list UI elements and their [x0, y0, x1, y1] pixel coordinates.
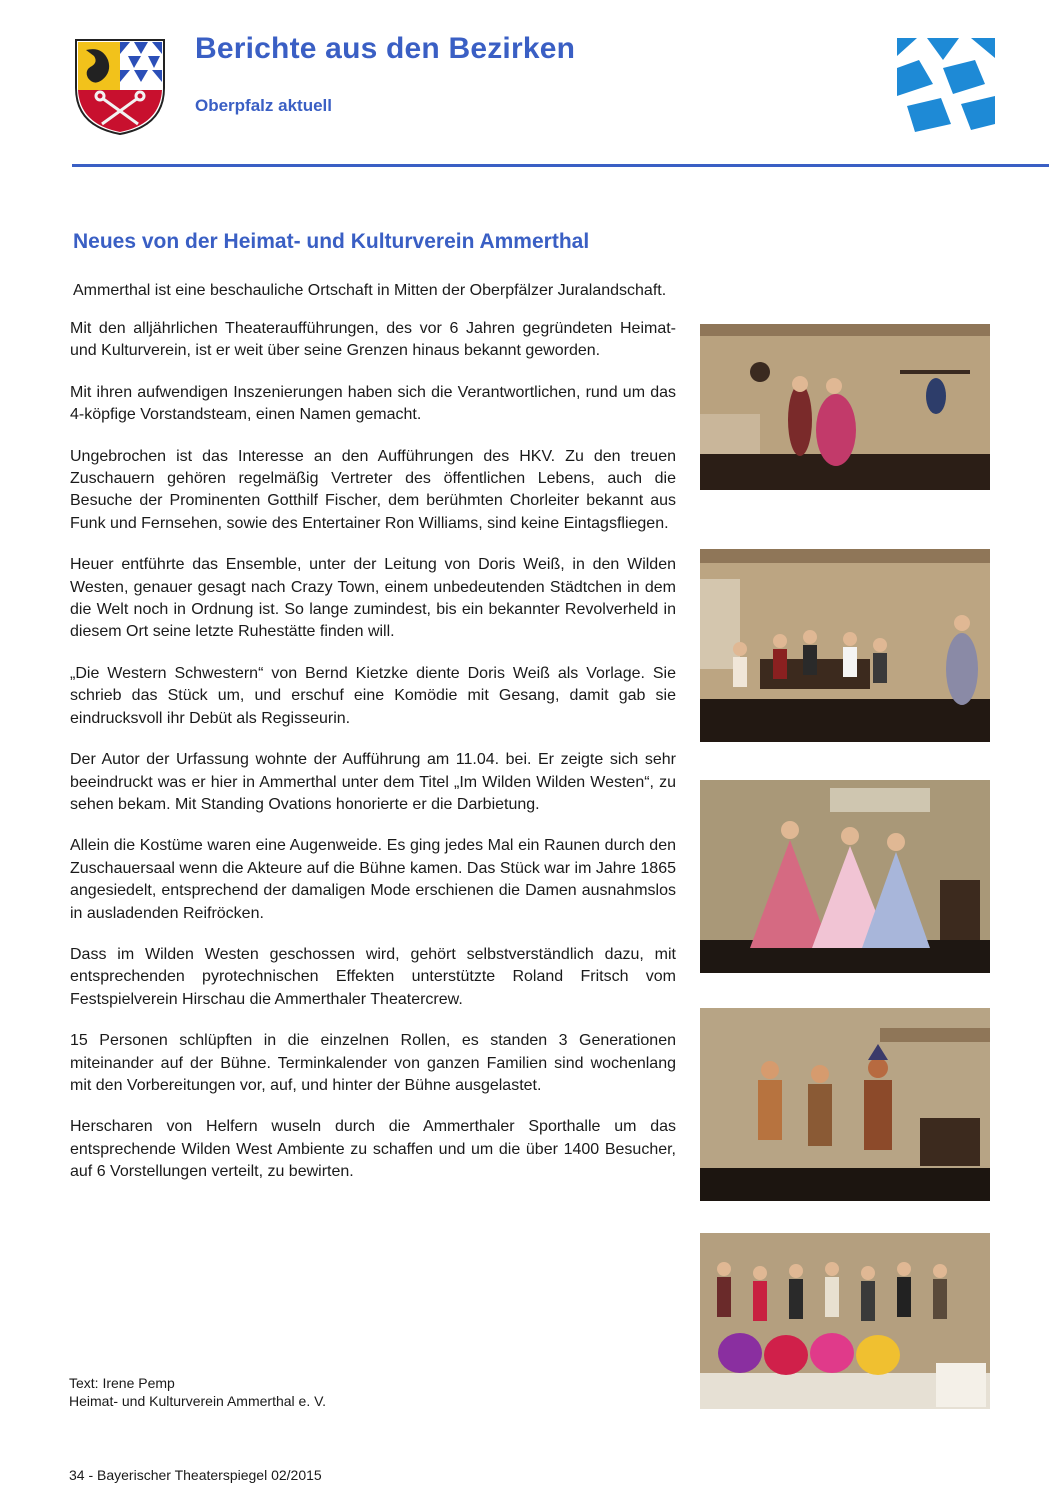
oberpfalz-coat-of-arms-icon: [72, 36, 168, 136]
article-paragraph: Ungebrochen ist das Interesse an den Aufführungen des HKV. Zu den treuen Zuschauern gehören regelmäßig Vertreter des öffentlichen Lebens, auch die Besuche der Prominenten Gotthilf Fischer, dem berühmten Chorleiter bekannt aus Funk und Fernsehen, sowie des Entertainer Ron Williams, sind keine Eintagsfliegen.: [70, 447, 676, 532]
article-intro: Ammerthal ist eine beschauliche Ortschaft in Mitten der Oberpfälzer Juralandschaft.: [73, 282, 667, 299]
article-title: Neues von der Heimat- und Kulturverein Ammerthal: [73, 230, 590, 253]
article-paragraph: Mit ihren aufwendigen Inszenierungen haben sich die Verantwortlichen, rund um das 4-köpfige Vorstandsteam, einen Namen gemacht.: [70, 383, 676, 424]
stage-photo-hoop-skirts: [700, 780, 990, 973]
stage-photo-curtain-call: [700, 1233, 990, 1409]
section-subtitle: Oberpfalz aktuell: [195, 96, 332, 115]
article-credit: [69, 1374, 326, 1410]
bavarian-lozenge-flag-icon: [897, 38, 995, 137]
article-paragraph: Allein die Kostüme waren eine Augenweide. Es ging jedes Mal ein Raunen durch den Zuschauersaal wenn die Akteure auf die Bühne kamen. Das Stück war im Jahre 1865 angesiedelt, entsprechend der damaligen Mode erschienen die Damen ausnahmslos in ausladenden Reifröcken.: [70, 837, 676, 922]
stage-photo-saloon-ensemble: [700, 549, 990, 742]
stage-photo-saloon-couple: [700, 324, 990, 490]
credit-author: Text: Irene Pemp: [69, 1375, 175, 1391]
credit-organization: Heimat- und Kulturverein Ammerthal e. V.: [69, 1393, 327, 1409]
page-footer: 34 - Bayerischer Theaterspiegel 02/2015: [69, 1467, 322, 1483]
article-paragraph: Der Autor der Urfassung wohnte der Aufführung am 11.04. bei. Er zeigte sich sehr beeindruckt was er hier in Ammerthal unter dem Titel „Im Wilden Wilden Westen“, zu sehen bekam. Mit Standing Ovations honorierte er die Darbietung.: [70, 751, 676, 813]
article-paragraph: Heuer entführte das Ensemble, unter der Leitung von Doris Weiß, in den Wilden Westen, genauer gesagt nach Crazy Town, einem unbedeutenden Städtchen in dem die Welt noch in Ordnung ist. So lange zumindest, bis ein bekannter Revolverheld in diesem Ort seine letzte Ruhestätte finden will.: [70, 556, 676, 641]
article-paragraph: Herscharen von Helfern wuseln durch die Ammerthaler Sporthalle um das entsprechende Wilden West Ambiente zu schaffen und um die über 1400 Besucher, auf 6 Vorstellungen verteilt, zu bewirten.: [70, 1118, 676, 1181]
section-title: Berichte aus den Bezirken: [195, 32, 576, 65]
article-paragraph: „Die Western Schwestern“ von Bernd Kietzke diente Doris Weiß als Vorlage. Sie schrieb das Stück um, und erschuf eine Komödie mit Gesang, damit gab sie eindrucksvoll ihr Debüt als Regisseurin.: [70, 664, 676, 727]
header-divider: [72, 164, 1049, 167]
article-paragraph: 15 Personen schlüpften in die einzelnen Rollen, es standen 3 Generationen miteinander auf der Bühne. Terminkalender von ganzen Familien sind wochenlang mit den Vorbereitungen vor, auf, und hinter der Bühne ausgelastet.: [70, 1032, 676, 1094]
article-body: [70, 318, 676, 1203]
stage-photo-native-costumes: [700, 1008, 990, 1201]
article-paragraph: Dass im Wilden Westen geschossen wird, gehört selbstverständlich dazu, mit entsprechenden pyrotechnischen Effekten unterstützte Roland Fritsch vom Festspielverein Hirschau die Ammerthaler Theatercrew.: [70, 945, 676, 1008]
article-paragraph: Mit den alljährlichen Theateraufführungen, des vor 6 Jahren gegründeten Heimat- und Kulturverein, ist er weit über seine Grenzen hinaus bekannt geworden.: [70, 320, 676, 360]
